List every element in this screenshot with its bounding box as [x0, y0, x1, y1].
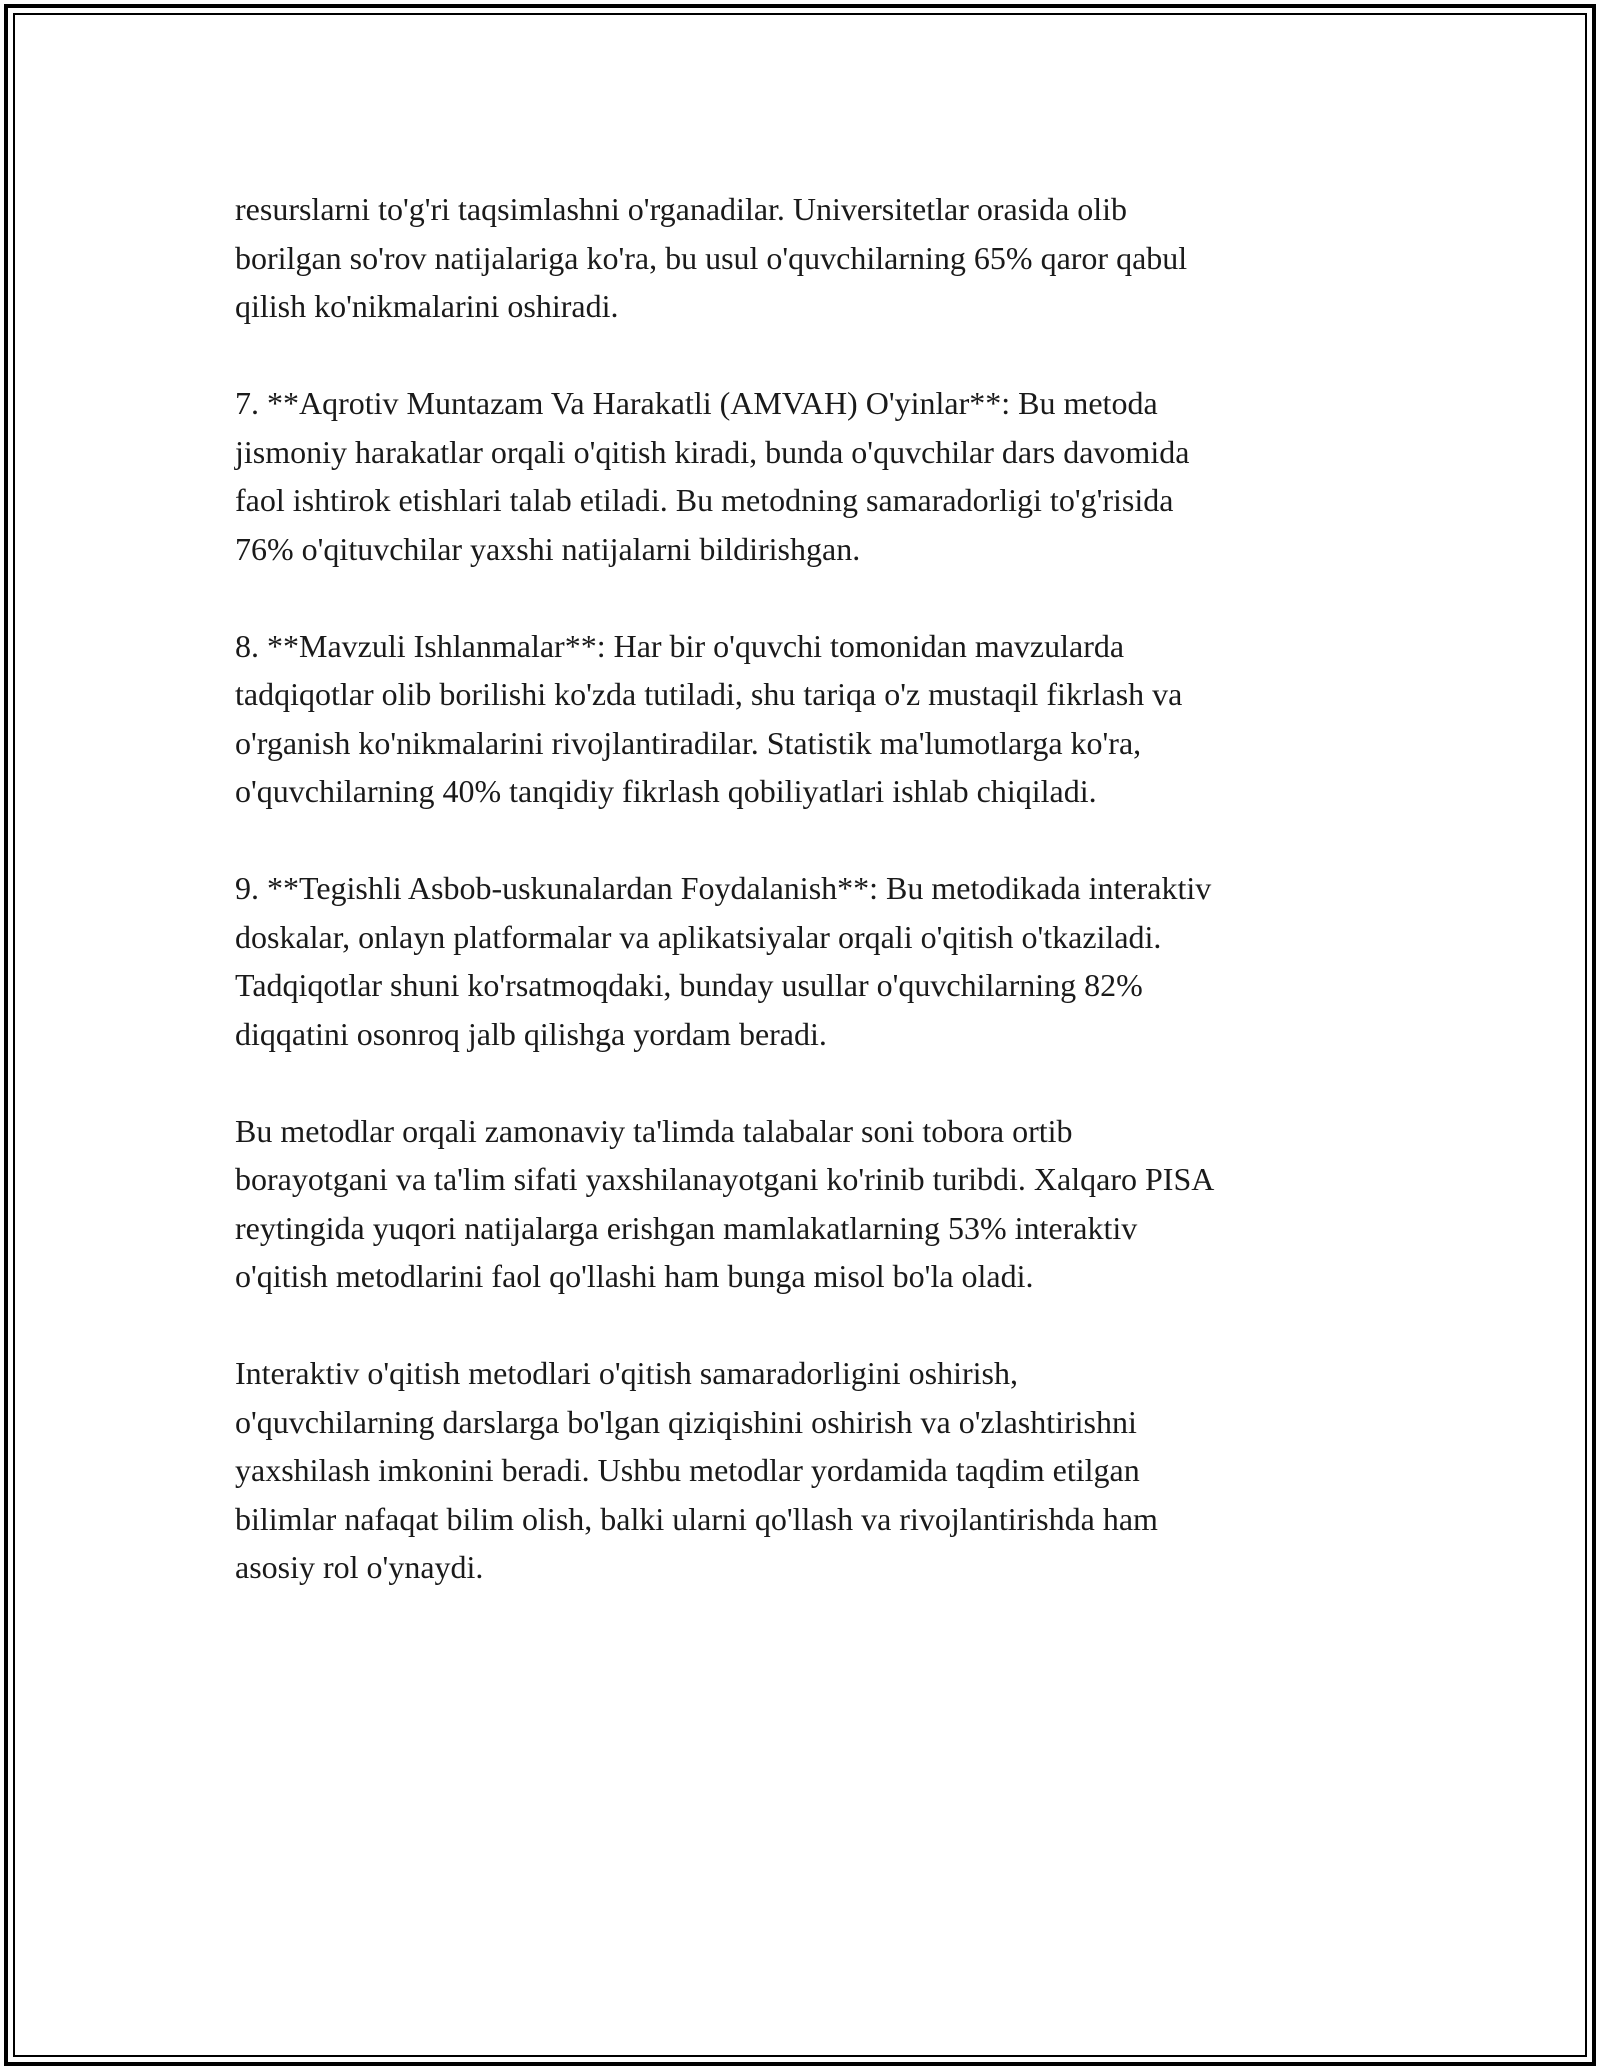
paragraph-item-8: 8. **Mavzuli Ishlanmalar**: Har bir o'quvchi tomonidan mavzularda tadqiqotlar olib borilishi ko'zda tutiladi, shu tariqa o'z mustaqil fikrlash va o'rganish ko'nikmalarini rivojlantiradilar. Statistik ma'lumotlarga ko'ra, o'quvchilarning 40% tanqidiy fikrlash qobiliyatlari ishlab chiqiladi.	[235, 627, 1183, 809]
paragraph-item-9: 9. **Tegishli Asbob-uskunalardan Foydalanish**: Bu metodikada interaktiv doskalar, onlayn platformalar va aplikatsiyalar orqali o'qitish o'tkaziladi. Tadqiqotlar shuni ko'rsatmoqdaki, bunday usullar o'quvchilarning 82% diqqatini osonroq jalb qilishga yordam beradi.	[235, 870, 1212, 1052]
paragraph-item-7: 7. **Aqrotiv Muntazam Va Harakatli (AMVAH) O'yinlar**: Bu metoda jismoniy harakatlar orqali o'qitish kiradi, bunda o'quvchilar dars davomida faol ishtirok etishlari talab etiladi. Bu metodning samaradorligi to'g'risida 76% o'qituvchilar yaxshi natijalarni bildirishgan.	[235, 385, 1190, 567]
paragraph-summary: Bu metodlar orqali zamonaviy ta'limda talabalar soni tobora ortib borayotgani va ta'lim sifati yaxshilanayotgani ko'rinib turibdi. Xalqaro PISA reytingida yuqori natijalarga erishgan mamlakatlarning 53% interaktiv o'qitish metodlarini faol qo'llashi ham bunga misol bo'la oladi.	[235, 1112, 1215, 1294]
document-body	[235, 185, 1385, 1640]
paragraph-conclusion: Interaktiv o'qitish metodlari o'qitish samaradorligini oshirish, o'quvchilarning darslarga bo'lgan qiziqishini oshirish va o'zlashtirishni yaxshilash imkonini beradi. Ushbu metodlar yordamida taqdim etilgan bilimlar nafaqat bilim olish, balki ularni qo'llash va rivojlantirishda ham asosiy rol o'ynaydi.	[235, 1355, 1158, 1585]
paragraph-continuation: resurslarni to'g'ri taqsimlashni o'rganadilar. Universitetlar orasida olib borilgan so'rov natijalariga ko'ra, bu usul o'quvchilarning 65% qaror qabul qilish ko'nikmalarini oshiradi.	[235, 191, 1188, 324]
